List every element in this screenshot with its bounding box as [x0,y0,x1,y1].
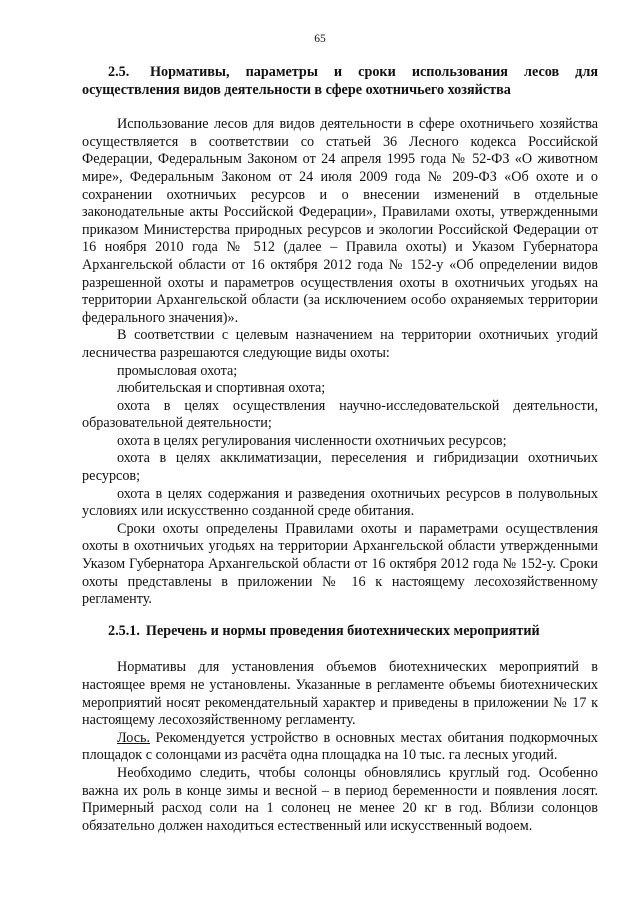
moose-text: Рекомендуется устройство в основных местах обитания подкормочных площадок с солонцами из расчёта одна площадка на 10 тыс. га лесных угодий. [82,729,598,764]
subsection-title: Перечень и нормы проведения биотехнических мероприятий [145,622,540,639]
moose-label: Лось. [117,729,151,746]
paragraph-hunting-types-intro: В соответствии с целевым назначением на территории охотничьих угодий лесничества разрешаются следующие виды охоты: [82,327,598,361]
paragraph-hunting-periods: Сроки охоты определены Правилами охоты и параметрами осуществления охоты в охотничьих угодьях на территории Архангельской области утвержденными Указом Губернатора Архангельской области от 16 октября 2012 года № 152-у. Сроки охоты представлены в приложении № 16 к настоящему лесохозяйственному регламенту. [82,520,598,608]
list-item-hunting-type: промысловая охота; [117,362,238,379]
paragraph-legal-basis: Использование лесов для видов деятельности в сфере охотничьего хозяйства осуществляется в соответствии со статьей 36 Лесного кодекса Российской Федерации, Федеральным Законом от 24 апреля 1995 года № 52-ФЗ «О животном мире», Федеральным Законом от 24 июля 2009 года № 209-ФЗ «Об охоте и о сохранении охотничьих ресурсов и о внесении изменений в отдельные законодательные акты Российской Федерации», Правилами охоты, утвержденными приказом Министерства природных ресурсов и экологии Российской Федерации от 16 ноября 2010 года № 512 (далее – Правила охоты) и Указом Губернатора Архангельской области от 16 октября 2012 года № 152-у «Об определении видов разрешенной охоты и параметров осуществления охоты в охотничьих угодьях на территории Архангельской области (за исключением особо охраняемых территории федерального значения)». [82,116,598,326]
page-content [82,64,598,835]
section-heading [82,64,598,99]
list-item-hunting-type: охота в целях содержания и разведения охотничьих ресурсов в полувольных условиях или искусственно созданной среде обитания. [82,485,598,520]
subsection-number: 2.5.1. [108,622,140,639]
list-item-hunting-type: охота в целях регулирования численности охотничьих ресурсов; [117,432,507,449]
page-number: 65 [314,33,326,45]
paragraph-moose [82,730,598,765]
list-item-hunting-type: охота в целях осуществления научно-исследовательской деятельности, образовательной деятельности; [82,397,598,432]
section-number: 2.5. [108,64,130,80]
list-item-hunting-type: любительская и спортивная охота; [117,380,326,397]
paragraph-biotech-norms: Нормативы для установления объемов биотехнических мероприятий в настоящее время не установлены. Указанные в регламенте объемы биотехнических мероприятий носят рекомендательный характер и приведены в приложении № 17 к настоящему лесохозяйственному регламенту. [82,659,598,729]
list-item-hunting-type: охота в целях акклиматизации, переселения и гибридизации охотничьих ресурсов; [82,450,598,485]
subsection-heading [82,623,598,641]
section-title: Нормативы, параметры и сроки использования лесов для осуществления видов деятельности в сфере охотничьего хозяйства [82,64,598,98]
paragraph-salt-licks: Необходимо следить, чтобы солонцы обновлялись круглый год. Особенно важна их роль в конце зимы и весной – в период беременности и появления лосят. Примерный расход соли на 1 солонец не менее 20 кг в год. Вблизи солонцов обязательно должен находиться естественный или искусственный водоем. [82,764,598,834]
